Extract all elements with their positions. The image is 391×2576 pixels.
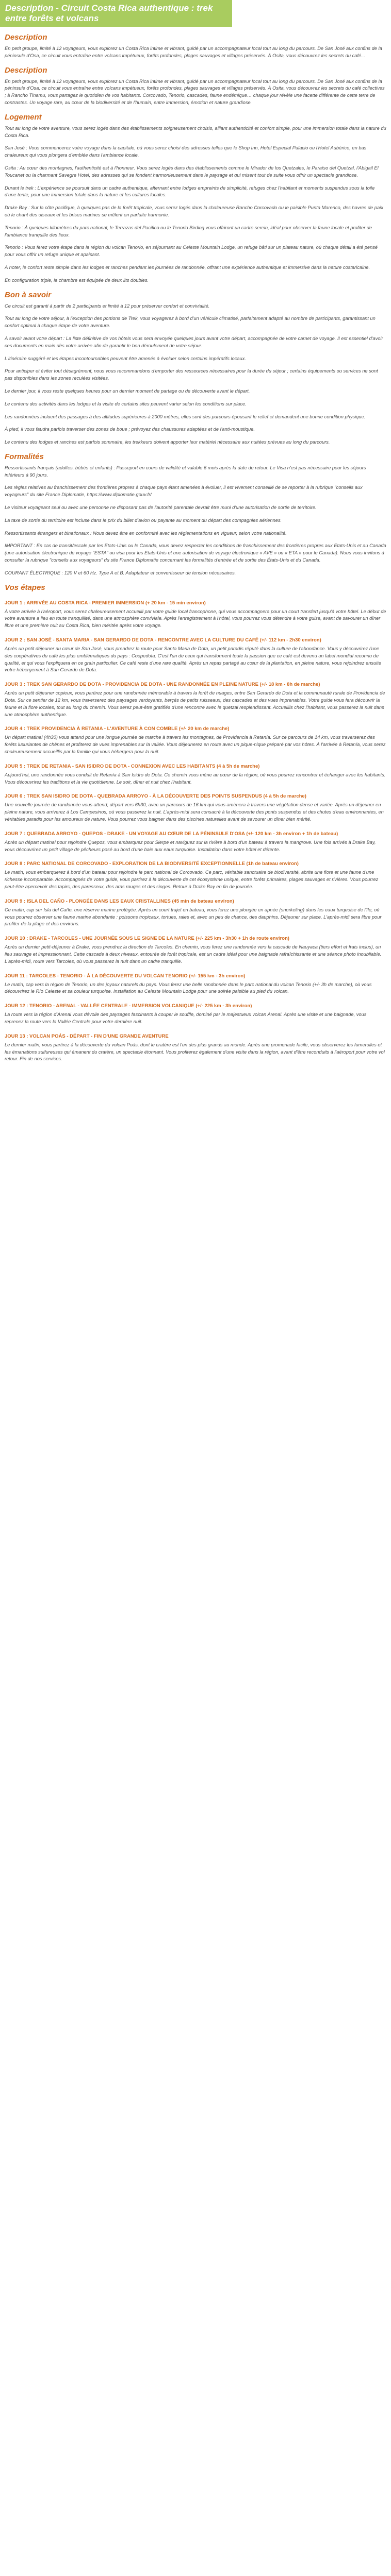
paragraph-list	[5, 465, 386, 577]
section-formalites	[5, 452, 386, 577]
paragraph: Tenorio : À quelques kilomètres du parc national, le Terrazas del Pacifico ou le Tenorio Birding vous offriront un cadre serein, idéal pour observer la faune locale et profiter de l'ambiance tranquille des lieux.	[5, 225, 372, 238]
paragraph: Tenorio : Vous ferez votre étape dans la région du volcan Tenorio, en séjournant au Celeste Mountain Lodge, un refuge bâti sur un plateau nature, où chaque détail a été pensé pour vous offrir un refuge unique et apaisant.	[5, 245, 378, 258]
itinerary-day	[5, 898, 386, 928]
section-heading: Description	[5, 65, 47, 75]
day-title: JOUR 4 : TREK PROVIDENCIA À RETANIA - L'AVENTURE À CON COMBLE (+/- 20 km de marche)	[5, 726, 230, 732]
section-heading: Description	[5, 33, 47, 42]
page-title-banner: Description - Circuit Costa Rica authentique : trek entre forêts et volcans	[0, 0, 232, 27]
day-title: JOUR 12 : TENORIO - ARENAL - VALLÉE CENTRALE - IMMERSION VOLCANIQUE (+/- 225 km - 3h environ)	[5, 1003, 252, 1009]
itinerary-day	[5, 637, 386, 674]
day-title: JOUR 7 : QUEBRADA ARROYO - QUEPOS - DRAKE - UN VOYAGE AU CŒUR DE LA PÉNINSULE D'OSA (+/- 120 km - 3h environ + 1h de bateau)	[5, 831, 338, 837]
day-description: La route vers la région d'Arenal vous dévoile des paysages fascinants à couper le souffle, dominé par le majestueux volcan Arenal. Après une visite et une baignade, vous reprenez la route vers la Vallée Centrale pour votre dernière nuit.	[5, 1012, 367, 1024]
itinerary-day	[5, 935, 386, 965]
day-description: Le dernier matin, vous partirez à la découverte du volcan Poás, dont le cratère est l'un des plus grands au monde. Après une promenade facile, vous observerez les fumerolles et les émanations sulfureuses qui émanent du cratère, un spectacle étonnant. Vous profiterez également d'une visite dans la région, avant d'être reconduits à l'aéroport pour votre vol retour. Fin de nos services.	[5, 1042, 385, 1062]
section-description	[5, 66, 386, 107]
paragraph: Tout au long de votre aventure, vous serez logés dans des établissements soigneusement choisis, alliant authenticité et confort simple, pour une immersion totale dans la nature du Costa Rica.	[5, 125, 386, 138]
itinerary-day	[5, 681, 386, 718]
day-title: JOUR 11 : TARCOLES - TENORIO - À LA DÉCOUVERTE DU VOLCAN TENORIO (+/- 155 km - 3h environ)	[5, 973, 246, 979]
section-heading: Bon à savoir	[5, 290, 52, 299]
paragraph: COURANT ÉLECTRIQUE : 120 V et 60 Hz. Type A et B. Adaptateur et convertisseur de tension nécessaires.	[5, 570, 236, 575]
paragraph: Tout au long de votre séjour, à l'exception des portions de Trek, vous voyagerez à bord d'un véhicule climatisé, parfaitement adapté au nombre de participants, garantissant un confort optimal à chaque étape de votre aventure.	[5, 316, 376, 329]
paragraph: En configuration triple, la chambre est équipée de deux lits doubles.	[5, 277, 149, 283]
main-content	[0, 33, 391, 1063]
day-description: Ce matin, cap sur Isla del Caño, une réserve marine protégée. Après un court trajet en bateau, vous ferez une plongée en apnée (snorkeling) dans les eaux turquoise de l'île, où vous pourrez observer une faune marine abondante : poissons tropicaux, tortues, raies et, avec un peu de chance, des dauphins. Déjeuner sur place. L'après-midi sera libre pour profiter de la plage et des environs.	[5, 907, 382, 927]
itinerary-day	[5, 860, 386, 890]
day-description: Après un dernier petit-déjeuner à Drake, vous prendrez la direction de Tarcoles. En chemin, vous ferez une randonnée vers la cascade de Nauyaca (tiers effort et frais inclus), un lieu sauvage et impressionnant. Cette cascade à deux niveaux, entourée de forêt tropicale, est un cadre idéal pour une baignade rafraîchissante et une séance photo inoubliable. L'après-midi, route vers Tarcoles, où vous passerez la nuit dans un cadre tranquille.	[5, 944, 382, 964]
itinerary-day	[5, 973, 386, 996]
paragraph: L'itinéraire suggéré et les étapes incontournables peuvent être amenés à évoluer selon certains impératifs locaux.	[5, 355, 246, 361]
day-description: Aujourd'hui, une randonnée vous conduit de Retanía à San Isidro de Dota. Ce chemin vous mène au cœur de la région, où vous pourrez rencontrer et échanger avec les habitants. Vous découvrirez les traditions et la vie quotidienne. Le soir, dîner et nuit chez l'habitant.	[5, 772, 386, 785]
itinerary-day	[5, 1033, 386, 1063]
itinerary-list	[5, 600, 386, 1063]
section-heading: Formalités	[5, 452, 44, 461]
paragraph: Le contenu des activités dans les lodges et la visite de certains sites peuvent varier selon les conditions sur place.	[5, 401, 247, 406]
paragraph: Osita : Au cœur des montagnes, l'authenticité est à l'honneur. Vous serez logés dans des établissements comme le Mirador de los Quetzales, le Paraíso del Quetzal, l'Abigail El Toucanet ou la charmant Savegre Hotel, des adresses qui se fondent harmonieusement dans le paysage et qui misent tout de suite vous offrir un spectacle grandiose.	[5, 165, 379, 178]
paragraph: La taxe de sortie du territoire est incluse dans le prix du billet d'avion ou payante au moment du départ des compagnies aériennes.	[5, 517, 282, 523]
paragraph: En petit groupe, limité à 12 voyageurs, vous explorez un Costa Rica intime et vibrant, guidé par un accompagnateur local tout au long du parcours. De San José aux confins de la péninsule d'Osa, ce circuit vous entraîne entre volcans impétueux, forêts profondes, plages sauvages et villages préservés. À Osita, vous découvrez les secrets du café...	[5, 46, 382, 58]
section-logement	[5, 113, 386, 284]
paragraph: Pour anticiper et éviter tout désagrément, nous vous recommandons d'emporter des ressources nécessaires pour la durée du séjour ; certains équipements ou services ne sont pas disponibles dans les zones reculées visitées.	[5, 368, 378, 381]
paragraph: Le dernier jour, il vous reste quelques heures pour un dernier moment de partage ou de découverte avant le départ.	[5, 388, 250, 394]
day-description: Le matin, cap vers la région de Tenorio, un des joyaux naturels du pays. Vous ferez une belle randonnée dans le parc national du volcan Tenorio (+/- 3h de marche), où vous découvrirez le Río Celeste et sa couleur turquoise. Installation au Celeste Mountain Lodge pour une soirée paisible au pied du volcan.	[5, 981, 372, 994]
paragraph: Les règles relatives au franchissement des frontières propres à chaque pays étant amenées à évoluer, il est vivement conseillé de se reporter à la rubrique "conseils aux voyageurs" du site France Diplomatie, https://www.diplomatie.gouv.fr/	[5, 485, 363, 498]
day-title: JOUR 3 : TREK SAN GERARDO DE DOTA - PROVIDENCIA DE DOTA - UNE RANDONNÉE EN PLEINE NATURE (+/- 18 km - 8h de marche)	[5, 682, 320, 688]
day-title: JOUR 6 : TREK SAN ISIDRO DE DOTA - QUEBRADA ARROYO - À LA DÉCOUVERTE DES POINTS SUSPENDUS (4 à 5h de marche)	[5, 793, 306, 800]
paragraph: Le visiteur voyageant seul ou avec une personne ne disposant pas de l'autorité parentale devrait être muni d'une autorisation de sortie de territoire.	[5, 505, 317, 511]
paragraph: En petit groupe, limité à 12 voyageurs, vous explorez un Costa Rica intime et vibrant, guidé par un accompagnateur local tout au long du parcours. De San José aux confins de la péninsule d'Osa, ce circuit vous entraîne entre volcans impétueux, forêts profondes, plages sauvages et villages préservés. À Osita, vous découvrez les secrets du café collectives ; à Rancho Tinamu, vous partagez le quotidien de vos habitants. Corcovado, Tenorio, cascades, faune endémique… chaque jour révèle une facette différente de cette terre de contrastes. Un voyage rare, au cœur de la biodiversité et de l'humain, entre immersion, émotion et nature grandiose.	[5, 78, 385, 105]
paragraph-list	[5, 125, 386, 284]
paragraph: À savoir avant votre départ : La liste définitive de vos hôtels vous sera envoyée quelques jours avant votre départ, accompagnée de votre carnet de voyage. Il est essentiel d'avoir ces documents en main dès votre arrivée afin de garantir le bon déroulement de votre séjour.	[5, 335, 383, 348]
day-title: JOUR 2 : SAN JOSÉ - SANTA MARIA - SAN GERARDO DE DOTA - RENCONTRE AVEC LA CULTURE DU CAFÉ (+/- 112 km - 2h30 environ)	[5, 637, 321, 643]
day-description: Le matin, vous embarquerez à bord d'un bateau pour rejoindre le parc national de Corcovado. Ce parc, véritable sanctuaire de biodiversité, abrite une flore et une faune d'une richesse incomparable. Accompagnés de votre guide, vous partirez à la découverte de cet écosystème unique, entre forêts primaires, plages sauvages et rivières. Vous pourrez peut-être apercevoir des tapirs, des paresseux, des aras rouges et des singes. Retour à Drake Bay en fin de journée.	[5, 870, 379, 889]
day-description: Après un petit déjeuner au cœur de San José, vous prendrez la route pour Santa Maria de Dota, un petit paradis réputé dans la culture de l'abondance. Vous y découvrirez l'une des coopératives du café les plus emblématiques du pays : Coopedota. C'est l'un de ceux qui transforment toute la passion que ce café est devenu un label mondial reconnu de qualité, et qui vous l'expliquera en ce grain particulier. Ce café reste d'une rare qualité. Après un repas partagé au cœur de la plantation, en pleine nature, vous rejoindrez ensuite votre hébergement à San Gerardo de Dota.	[5, 646, 382, 673]
day-title: JOUR 1 : ARRIVÉE AU COSTA RICA - PREMIER IMMERSION (+ 20 km - 15 min environ)	[5, 600, 206, 606]
paragraph: Drake Bay : Sur la côte pacifique, à quelques pas de la forêt tropicale, vous serez logés dans la chaleureuse Rancho Corcovado ou le paisible Punta Marenco, des havres de paix où le chant des oiseaux et les brises marines se mêlent en parfaite harmonie.	[5, 205, 383, 217]
section-description-intro	[5, 33, 386, 60]
itinerary-day	[5, 600, 386, 630]
paragraph: À pied, il vous faudra parfois traverser des zones de boue ; prévoyez des chaussures adaptées et de l'anti-moustique.	[5, 427, 255, 432]
day-description: Après un départ matinal pour rejoindre Quepos, vous embarquez pour Sierpe et naviguez sur la rivière à bord d'un bateau à travers la mangrove. Une fois arrivés à Drake Bay, vous découvrirez un petit village de pêcheurs posé au bord d'une baie aux eaux turquoise. Installation dans votre hôtel et détente.	[5, 839, 376, 852]
paragraph: Les randonnées incluent des passages à des altitudes supérieures à 2000 mètres, elles sont des parcours épousant le relief et demandent une bonne condition physique.	[5, 414, 366, 419]
paragraph: Ressortissants étrangers et binationaux : Nous devez être en conformité avec les réglementations en vigueur, selon votre nationalité.	[5, 530, 287, 536]
section-vos-etapes	[5, 583, 386, 1063]
day-description: Après un petit déjeuner copieux, vous partirez pour une randonnée mémorable à travers la forêt de nuages, entre San Gerardo de Dota et la communauté rurale de Providencia de Dota. Sur ce sentier de 12 km, vous traverserez des paysages verdoyants, berçés de petits ruisseaux, des cascades et des vues imprenables. Votre guide vous fera découvrir la faune et la flore locales, tout au long du chemin. Vous serez peut-être gratifiés d'une rencontre avec le quetzal resplendissant. Accueillis chez l'habitant, vous passerez la nuit dans une atmosphère authentique.	[5, 690, 385, 717]
paragraph: Ce circuit est garanti à partir de 2 participants et limité à 12 pour préserver confort et convivialité.	[5, 303, 210, 309]
day-title: JOUR 9 : ISLA DEL CAÑO - PLONGÉE DANS LES EAUX CRISTALLINES (45 min de bateau environ)	[5, 898, 234, 904]
day-title: JOUR 13 : VOLCAN POÁS - DÉPART - FIN D'UNE GRANDE AVENTURE	[5, 1033, 169, 1039]
paragraph: IMPORTANT : En cas de transit/escale par les Etats-Unis ou le Canada, vous devez respecter les conditions de franchissement des frontières propres aux Etats-Unis et au Canada (une autorisation électronique de voyage "ESTA" ou visa pour les Etats-Unis et une autorisation de voyage électronique « AVE » ou « ETA » pour le Canada). Nous vous invitons à consulter la rubrique "conseils aux voyageurs" du site France Diplomatie concernant les formalités d'entrée et de sortie des États-Unis et du Canada.	[5, 543, 386, 563]
day-title: JOUR 5 : TREK DE RETANIA - SAN ISIDRO DE DOTA - CONNEXION AVEC LES HABITANTS (4 à 5h de marche)	[5, 763, 260, 769]
itinerary-day	[5, 793, 386, 823]
day-title: JOUR 8 : PARC NATIONAL DE CORCOVADO - EXPLORATION DE LA BIODIVERSITÉ EXCEPTIONNELLE (1h de bateau environ)	[5, 861, 299, 867]
day-description: À votre arrivée à l'aéroport, vous serez chaleureusement accueilli par votre guide local francophone, qui vous accompagnera pour un court transfert jusqu'à votre hôtel. Le début de votre aventure a lieu en toute tranquillité, dans une atmosphère conviviale. Après l'enregistrement à l'hôtel, vous pourrez vous détendre à votre guise, avant de savourer un dîner libre et une première nuit au Costa Rica, bien méritée après votre voyage.	[5, 608, 386, 629]
paragraph: Ressortissants français (adultes, bébés et enfants) : Passeport en cours de validité et valable 6 mois après la date de retour. Le Visa n'est pas nécessaire pour les séjours inférieurs à 90 jours.	[5, 465, 366, 478]
section-heading: Vos étapes	[5, 583, 45, 592]
section-heading: Logement	[5, 112, 42, 122]
day-description: Une nouvelle journée de randonnée vous attend, départ vers 6h30, avec un parcours de 16 km qui vous amènera à travers une végétation dense et variée. Après un déjeuner en pleine nature, vous arriverez à Los Campesinos, où vous passerez la nuit. L'après-midi sera consacré à la découverte des ponts suspendus et des chutes d'eau environnantes, en véritables paradis pour les amoureux de nature. Vous pourrez vous baigner dans des piscines naturelles avant de savourer un dîner bien mérité.	[5, 802, 384, 822]
paragraph: Durant le trek : L'expérience se poursuit dans un cadre authentique, alternant entre lodges empreints de simplicité, refuges chez l'habitant et moments suspendus sous la toile d'une tente, pour une immersion totale dans la nature et les cultures locales.	[5, 185, 375, 198]
paragraph: Le contenu des lodges et ranches est parfois sommaire, les trekkeurs doivent apporter leur matériel nécessaire aux nuitées prévues au long du parcours.	[5, 439, 330, 445]
paragraph-list	[5, 303, 386, 446]
paragraph: San José : Vous commencerez votre voyage dans la capitale, où vous serez choisi des adresses telles que le Shop Inn, Hotel Especial Palacio ou l'Hotel Aubérico, en bas chaleureux qui vous plongera d'emblée dans l'ambiance locale.	[5, 145, 367, 158]
itinerary-day	[5, 831, 386, 854]
day-description: Un départ matinal (4h30) vous attend pour une longue journée de marche à travers les montagnes, de Providencia à Retanía. Sur ce parcours de 14 km, vous traverserez des forêts luxuriantes de chênes et profiterez de vues imprenables sur la vallée. Vous déjeunerez en route avec un pique-nique préparé par vos hôtes. À l'arrivée à Retanía, vous serez chaleureusement accueillis par la famille qui vous hébergera pour la nuit.	[5, 735, 386, 755]
paragraph: À noter, le confort reste simple dans les lodges et ranches pendant les journées de randonnée, offrant une expérience authentique et immersive dans la nature costaricaine.	[5, 264, 370, 270]
section-bon-a-savoir	[5, 291, 386, 446]
itinerary-day	[5, 725, 386, 755]
itinerary-day	[5, 1003, 386, 1026]
itinerary-day	[5, 763, 386, 786]
day-title: JOUR 10 : DRAKE - TARCOLES - UNE JOURNÉE SOUS LE SIGNE DE LA NATURE (+/- 225 km - 3h30 + 1h de route environ)	[5, 936, 289, 942]
